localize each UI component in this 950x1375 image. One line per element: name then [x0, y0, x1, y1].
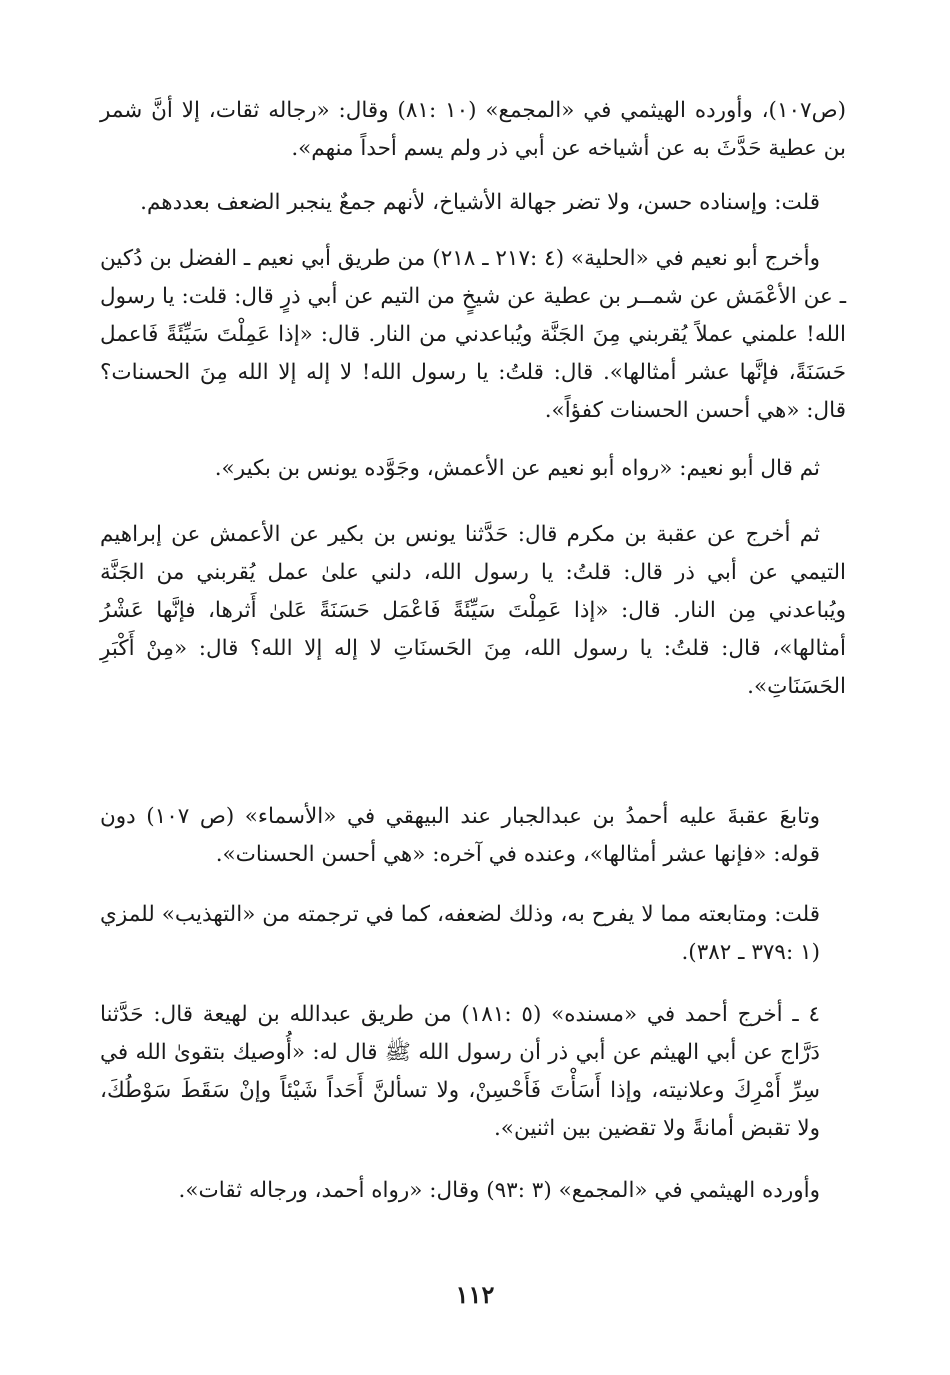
paragraph-abu-nuaym-comment: ثم قال أبو نعيم: «رواه أبو نعيم عن الأعمش، وجَوَّده يونس بن بكير».: [214, 456, 820, 481]
paragraph-weakness-note: قلت: ومتابعته مما لا يفرح به، وذلك لضعفه، كما في ترجمته من «التهذيب» للمزي (١ :٣٧٩ ـ ٣٨٢).: [100, 902, 820, 965]
paragraph-note-chain-hasan: قلت: وإسناده حسن، ولا تضر جهالة الأشياخ، لأنهم جمعٌ ينجبر الضعف بعددهم.: [140, 190, 820, 215]
paragraph-abu-nuaym-hilya: وأخرج أبو نعيم في «الحلية» (٤ :٢١٧ ـ ٢١٨) من طريق أبي نعيم ـ الفضل بن دُكين ـ عن الأعْمَش عن شمــر بن عطية عن شيخٍ من التيم عن أبي ذرٍ قال: قلت: يا رسول الله! علمني عملاً يُقربني مِنَ الجَنَّة ويُباعدني من النار. قال: «إذا عَمِلْتَ سَيِّئَةً فَاعمل حَسَنَةً، فإنَّها عشر أمثالها». قال: قلتُ: يا رسول الله! لا إله إلا الله مِنَ الحسنات؟ قال: «هي أحسن الحسنات كفؤاً».: [100, 246, 846, 423]
page-number: ١١٢: [455, 1280, 495, 1309]
paragraph-haythami-majma: وأورده الهيثمي في «المجمع» (٣ :٩٣) وقال: «رواه أحمد، ورجاله ثقات».: [178, 1178, 820, 1203]
paragraph-bayhaqi-follow-up: وتابعَ عقبةَ عليه أحمدُ بن عبدالجبار عند البيهقي في «الأسماء» (ص ١٠٧) دون قوله: «فإنها عشر أمثالها»، وعنده في آخره: «هي أحسن الحسنات».: [100, 804, 820, 867]
paragraph-uqbah-narration: ثم أخرج عن عقبة بن مكرم قال: حَدَّثنا يونس بن بكير عن الأعمش عن إبراهيم التيمي عن أبي ذر قال: قلتُ: يا رسول الله، دلني علىٰ عمل يُقربني من الجَنَّة ويُباعدني مِن النار. قال: «إذا عَمِلْتَ سَيِّئَةً فَاعْمَل حَسَنَةً عَلىٰ أَثرها، فإنَّها عَشْرُ أمثالها»، قال: قلتُ: يا رسول الله، مِنَ الحَسنَاتِ لا إله إلا الله؟ قال: «مِنْ أَكْبَرِ الحَسَنَاتِ».: [100, 522, 846, 699]
paragraph-ahmad-musnad: ٤ ـ أخرج أحمد في «مسنده» (٥ :١٨١) من طريق عبدالله بن لهيعة قال: حَدَّثنا دَرَّاج عن أبي الهيثم عن أبي ذر أن رسول الله ﷺ قال له: «أُوصيك بتقوىٰ الله في سِرِّ أَمْرِكَ وعلانيته، وإذا أَسَأْتَ فَأَحْسِنْ، ولا تسألنَّ أَحَداً شَيْئاً وإنْ سَقَطَ سَوْطُكَ، ولا تقبض أمانةً ولا تقضين بين اثنين».: [100, 1002, 821, 1141]
paragraph-continuation: (ص١٠٧)، وأورده الهيثمي في «المجمع» (١٠ :٨١) وقال: «رجاله ثقات، إلا أنَّ شمر بن عطية حَدَّثَ به عن أشياخه عن أبي ذر ولم يسم أحداً منهم».: [100, 98, 846, 161]
